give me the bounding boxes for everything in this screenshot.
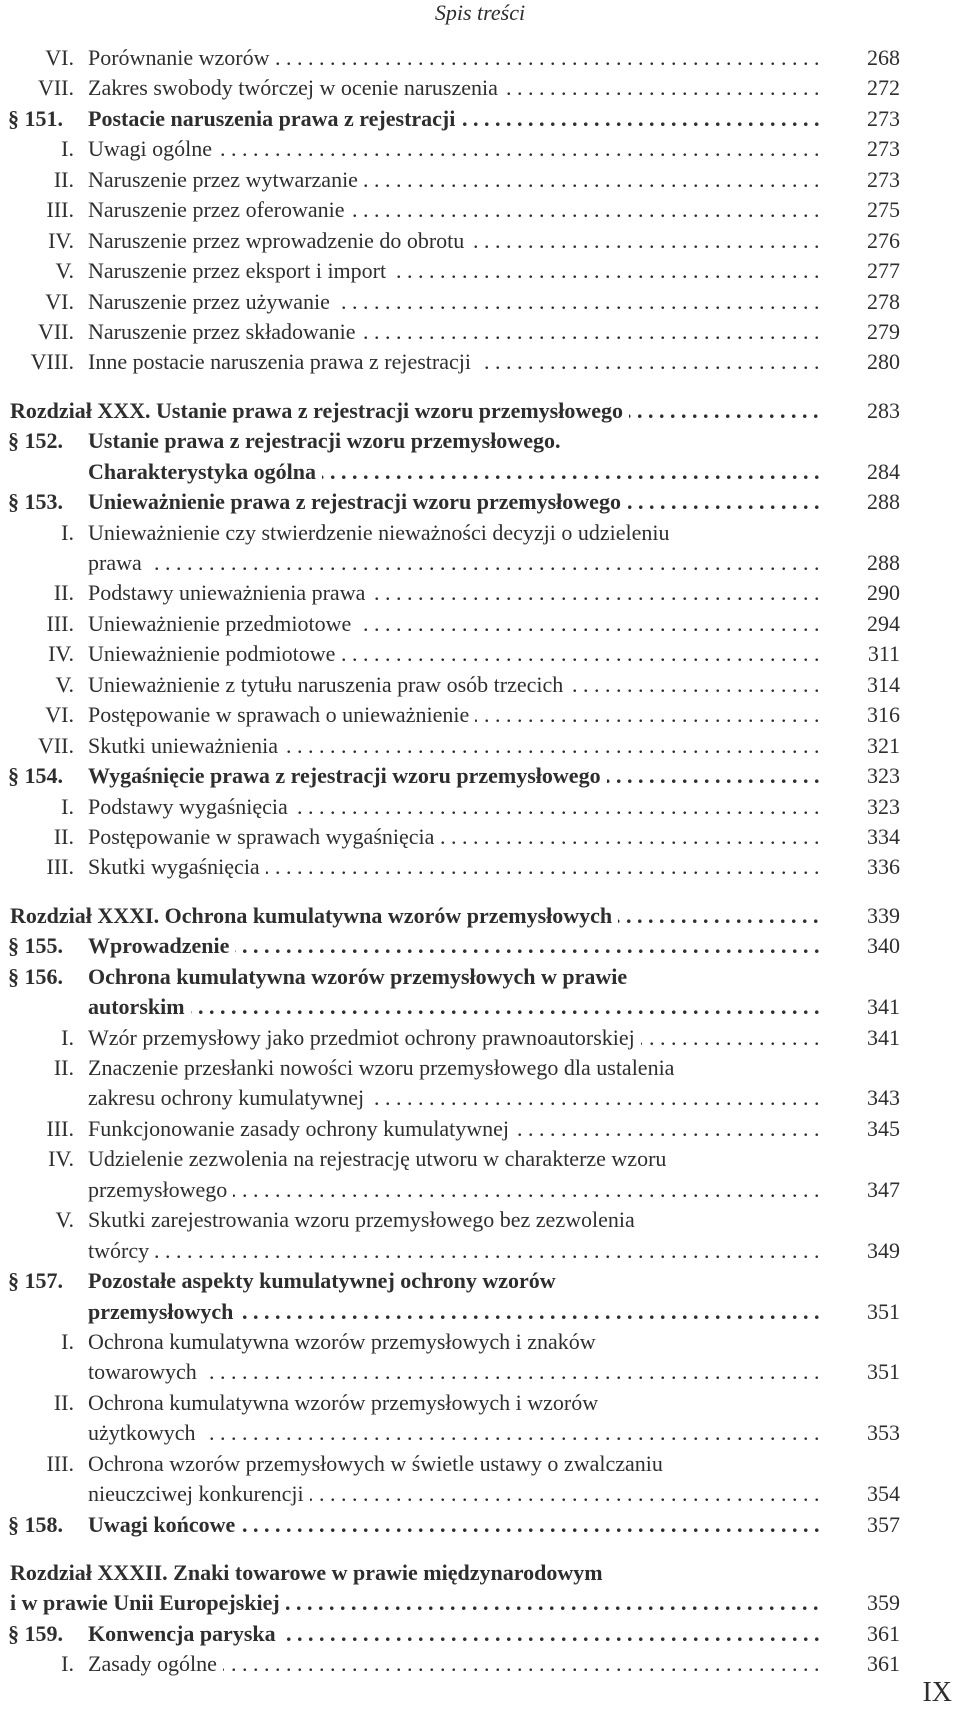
toc-entry-title: Zasady ogólne	[88, 1651, 223, 1676]
toc-entry-number: V.	[55, 671, 74, 697]
toc-entry-title: Uwagi końcowe	[88, 1512, 241, 1537]
toc-entry-page: 340	[867, 933, 900, 959]
toc-entry	[0, 226, 960, 256]
toc-entry-page: 323	[867, 793, 900, 819]
toc-entry-number: II.	[53, 1389, 74, 1415]
toc-entry-page: 273	[867, 136, 900, 162]
toc-entry-number: § 157.	[8, 1268, 63, 1294]
toc-entry	[0, 487, 960, 517]
toc-entry-page: 341	[867, 1024, 900, 1050]
toc-entry	[0, 1510, 960, 1540]
toc-entry-title: Inne postacie naruszenia prawa z rejestracji	[88, 349, 477, 374]
toc-entry	[0, 1588, 960, 1618]
toc-entry-number: V.	[55, 258, 74, 284]
toc-entry-title: Naruszenie przez używanie	[88, 289, 336, 314]
toc-entry-title: Unieważnienie przedmiotowe	[88, 611, 357, 636]
toc-entry	[0, 457, 960, 487]
toc-entry-number: VII.	[37, 318, 74, 344]
toc-entry-title: prawa	[88, 550, 148, 575]
toc-entry	[0, 852, 960, 882]
toc-entry-number: § 153.	[8, 489, 63, 515]
toc-entry	[0, 1327, 960, 1357]
toc-entry-page: 353	[867, 1420, 900, 1446]
toc-entry-page: 316	[867, 702, 900, 728]
toc-entry-number: II.	[53, 166, 74, 192]
toc-entry	[0, 426, 960, 456]
toc-entry	[0, 1114, 960, 1144]
toc-entry-page: 277	[867, 258, 900, 284]
toc-entry-title: Udzielenie zezwolenia na rejestrację utworu w charakterze wzoru	[88, 1146, 672, 1171]
toc-entry-page: 354	[867, 1481, 900, 1507]
toc-entry-number: III.	[46, 854, 74, 880]
toc-entry-number: IV.	[48, 641, 74, 667]
toc-entry-page: 351	[867, 1359, 900, 1385]
toc-entry-number: § 158.	[8, 1511, 63, 1537]
toc-entry	[0, 256, 960, 286]
toc-entry	[0, 195, 960, 225]
toc-entry-page: 351	[867, 1298, 900, 1324]
toc-entry-title: Postępowanie w sprawach o unieważnienie	[88, 702, 475, 727]
toc-entry-title: Naruszenie przez eksport i import	[88, 258, 392, 283]
toc-entry-number: VII.	[37, 75, 74, 101]
toc-entry-number: II.	[53, 580, 74, 606]
toc-entry-title: użytkowych	[88, 1420, 202, 1445]
toc-entry-title: i w prawie Unii Europejskiej	[10, 1590, 286, 1615]
toc-entry	[0, 1083, 960, 1113]
toc-entry-title: Skutki wygaśnięcia	[88, 854, 266, 879]
toc-entry	[0, 134, 960, 164]
toc-entry-title: Unieważnienie z tytułu naruszenia praw osób trzecich	[88, 672, 569, 697]
toc-entry	[0, 1236, 960, 1266]
toc-entry-page: 280	[867, 349, 900, 375]
toc-entry	[0, 1479, 960, 1509]
toc-entry-page: 273	[867, 166, 900, 192]
toc-entry	[0, 761, 960, 791]
toc-entry-title: Naruszenie przez oferowanie	[88, 197, 351, 222]
toc-entry-title: Podstawy unieważnienia prawa	[88, 580, 371, 605]
toc-entry	[0, 317, 960, 347]
toc-entry-number: § 155.	[8, 933, 63, 959]
toc-entry-page: 275	[867, 197, 900, 223]
toc-entry-page: 278	[867, 288, 900, 314]
toc-entry-title: przemysłowego	[88, 1177, 233, 1202]
toc-entry-title: przemysłowych	[88, 1299, 239, 1324]
toc-entry	[0, 1175, 960, 1205]
toc-entry	[0, 1558, 960, 1588]
toc-entry-number: II.	[53, 1055, 74, 1080]
toc-entry	[0, 396, 960, 426]
toc-entry	[0, 104, 960, 134]
toc-entry-page: 272	[867, 75, 900, 101]
toc-entry-title: Naruszenie przez wytwarzanie	[88, 167, 364, 192]
toc-entry-title: autorskim	[88, 994, 191, 1019]
toc-entry-title: Funkcjonowanie zasady ochrony kumulatywnej	[88, 1116, 515, 1141]
toc-entry-title: Pozostałe aspekty kumulatywnej ochrony wzorów	[88, 1268, 562, 1293]
toc-entry-title: nieuczciwej konkurencji	[88, 1481, 310, 1506]
toc-entry-page: 288	[867, 489, 900, 515]
toc-entry	[0, 670, 960, 700]
toc-entry-number: I.	[61, 1328, 74, 1354]
toc-entry-title: Zakres swobody twórczej w ocenie naruszenia	[88, 75, 504, 100]
toc-entry-number: I.	[61, 519, 74, 545]
toc-entry	[0, 992, 960, 1022]
toc-entry	[0, 1388, 960, 1418]
toc-entry-page: 290	[867, 580, 900, 606]
toc-entry-title: Skutki unieważnienia	[88, 733, 284, 758]
toc-entry-number: VI.	[45, 45, 74, 70]
toc-entry-number: I.	[61, 136, 74, 162]
toc-entry-page: 284	[867, 458, 900, 484]
toc-entry	[0, 1357, 960, 1387]
toc-entry-number: I.	[61, 793, 74, 819]
toc-entry-title: zakresu ochrony kumulatywnej	[88, 1085, 370, 1110]
toc-entry-title: twórcy	[88, 1238, 155, 1263]
toc-entry-number: § 152.	[8, 428, 63, 454]
toc-entry-title: Wygaśnięcie prawa z rejestracji wzoru przemysłowego	[88, 763, 607, 788]
toc-entry	[0, 792, 960, 822]
toc-entry-number: V.	[55, 1207, 74, 1233]
toc-entry	[0, 1418, 960, 1448]
toc-entry-number: VI.	[45, 702, 74, 728]
toc-entry-page: 268	[867, 45, 900, 70]
running-header: Spis treści	[434, 0, 526, 25]
table-of-contents	[0, 43, 960, 1680]
toc-entry-page: 314	[867, 671, 900, 697]
toc-entry-number: VI.	[45, 288, 74, 314]
toc-entry-number: IV.	[48, 227, 74, 253]
toc-entry	[0, 822, 960, 852]
toc-entry	[0, 548, 960, 578]
toc-entry	[0, 287, 960, 317]
toc-entry-title: Postacie naruszenia prawa z rejestracji	[88, 106, 461, 131]
toc-entry-title: Postępowanie w sprawach wygaśnięcia	[88, 824, 440, 849]
toc-entry-page: 339	[867, 902, 900, 928]
toc-entry-page: 276	[867, 227, 900, 253]
toc-entry-title: Rozdział XXXI. Ochrona kumulatywna wzorów przemysłowych	[10, 903, 618, 928]
toc-entry	[0, 1297, 960, 1327]
toc-entry-number: III.	[46, 1450, 74, 1476]
toc-entry-title: Skutki zarejestrowania wzoru przemysłowego bez zezwolenia	[88, 1207, 641, 1232]
toc-entry-page: 361	[867, 1620, 900, 1646]
toc-entry-title: towarowych	[88, 1359, 203, 1384]
toc-entry	[0, 1449, 960, 1479]
toc-entry-number: III.	[46, 197, 74, 223]
toc-entry-page: 294	[867, 610, 900, 636]
toc-entry-title: Konwencja paryska	[88, 1621, 282, 1646]
toc-entry-page: 279	[867, 318, 900, 344]
toc-entry-page: 273	[867, 105, 900, 131]
toc-entry-number: § 151.	[8, 105, 63, 131]
toc-entry-number: III.	[46, 1115, 74, 1141]
toc-entry-page: 311	[867, 641, 900, 667]
toc-entry	[0, 1023, 960, 1053]
toc-entry-number: § 159.	[8, 1620, 63, 1646]
toc-entry-number: VII.	[37, 732, 74, 758]
page-number: IX	[922, 1677, 952, 1708]
toc-entry-title: Ochrona kumulatywna wzorów przemysłowych i wzorów	[88, 1390, 604, 1415]
toc-entry	[0, 165, 960, 195]
toc-entry	[0, 731, 960, 761]
toc-entry-page: 341	[867, 994, 900, 1020]
toc-entry-title: Wprowadzenie	[88, 933, 235, 958]
toc-entry-title: Podstawy wygaśnięcia	[88, 794, 294, 819]
toc-entry-title: Ochrona kumulatywna wzorów przemysłowych i znaków	[88, 1329, 602, 1354]
toc-entry	[0, 43, 960, 73]
toc-entry-title: Znaczenie przesłanki nowości wzoru przemysłowego dla ustalenia	[88, 1055, 680, 1080]
toc-entry-page: 349	[867, 1237, 900, 1263]
toc-entry	[0, 639, 960, 669]
toc-entry-page: 334	[867, 823, 900, 849]
toc-entry-page: 347	[867, 1176, 900, 1202]
toc-entry	[0, 518, 960, 548]
toc-entry-page: 336	[867, 854, 900, 880]
toc-entry-number: I.	[61, 1651, 74, 1677]
toc-entry-number: VIII.	[30, 349, 74, 375]
toc-entry-title: Rozdział XXXII. Znaki towarowe w prawie międzynarodowym	[10, 1560, 609, 1585]
toc-entry	[0, 1205, 960, 1235]
toc-entry-page: 288	[867, 550, 900, 575]
toc-entry-page: 361	[867, 1651, 900, 1677]
toc-entry-page: 321	[867, 732, 900, 758]
toc-entry-page: 283	[867, 397, 900, 423]
toc-entry	[0, 1266, 960, 1296]
toc-entry	[0, 1619, 960, 1649]
toc-entry-page: 359	[867, 1590, 900, 1616]
toc-entry-page: 345	[867, 1115, 900, 1141]
toc-entry-page: 343	[867, 1085, 900, 1111]
toc-entry-number: I.	[61, 1024, 74, 1050]
toc-entry-title: Charakterystyka ogólna	[88, 459, 322, 484]
toc-entry-title: Porównanie wzorów	[88, 45, 275, 70]
toc-entry-page: 323	[867, 763, 900, 789]
toc-entry	[0, 962, 960, 992]
toc-entry	[0, 347, 960, 377]
toc-entry-title: Unieważnienie prawa z rejestracji wzoru przemysłowego	[88, 489, 627, 514]
toc-entry	[0, 1053, 960, 1083]
toc-entry-number: § 154.	[8, 763, 63, 789]
toc-entry-title: Uwagi ogólne	[88, 136, 218, 161]
toc-entry-title: Ustanie prawa z rejestracji wzoru przemysłowego.	[88, 428, 566, 453]
toc-entry-number: III.	[46, 610, 74, 636]
toc-entry	[0, 1649, 960, 1679]
toc-entry-number: IV.	[48, 1146, 74, 1172]
toc-entry-title: Wzór przemysłowy jako przedmiot ochrony prawnoautorskiej	[88, 1025, 641, 1050]
toc-entry	[0, 609, 960, 639]
toc-entry	[0, 901, 960, 931]
toc-entry-title: Unieważnienie czy stwierdzenie nieważności decyzji o udzieleniu	[88, 520, 676, 545]
toc-entry	[0, 73, 960, 103]
toc-entry	[0, 931, 960, 961]
toc-entry-number: § 156.	[8, 963, 63, 989]
toc-entry-page: 357	[867, 1511, 900, 1537]
toc-entry	[0, 578, 960, 608]
toc-entry	[0, 1144, 960, 1174]
toc-entry-title: Ochrona wzorów przemysłowych w świetle ustawy o zwalczaniu	[88, 1451, 669, 1476]
toc-entry-title: Unieważnienie podmiotowe	[88, 641, 341, 666]
toc-entry-title: Naruszenie przez składowanie	[88, 319, 362, 344]
toc-entry-title: Ochrona kumulatywna wzorów przemysłowych w prawie	[88, 964, 633, 989]
toc-entry-title: Naruszenie przez wprowadzenie do obrotu	[88, 228, 470, 253]
toc-entry	[0, 700, 960, 730]
toc-entry-number: II.	[53, 823, 74, 849]
toc-entry-title: Rozdział XXX. Ustanie prawa z rejestracji wzoru przemysłowego	[10, 398, 629, 423]
